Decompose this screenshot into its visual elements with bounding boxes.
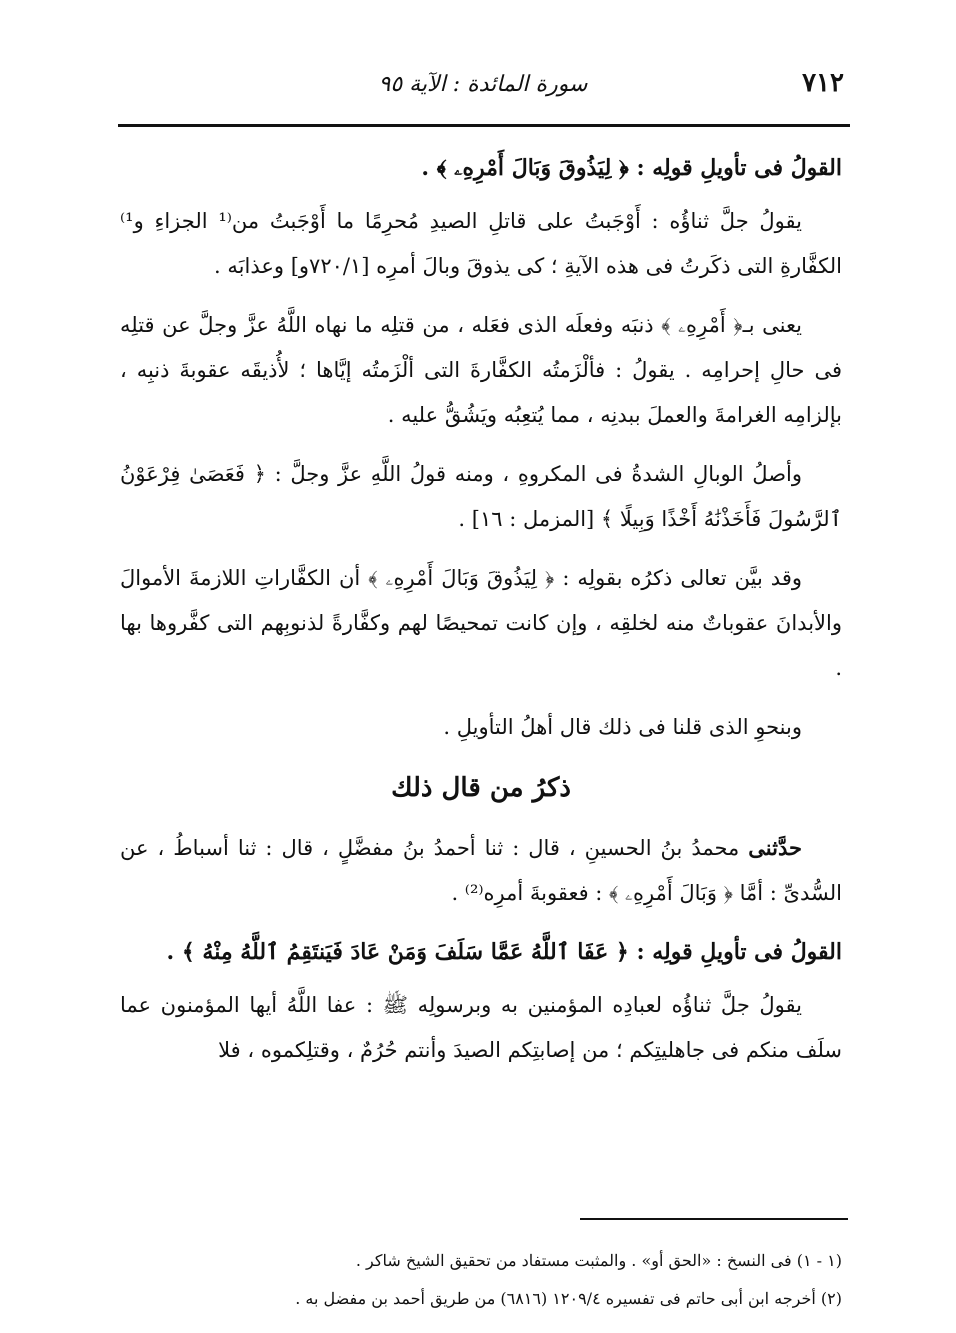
footnotes [120, 1242, 842, 1318]
heading-tail: . [421, 155, 430, 181]
header-rule [118, 124, 850, 127]
narration-text: محمدُ بنُ الحسينِ ، قال : ثنا أحمدُ بنُ مفضَّلٍ ، قال : ثنا أسباطُ ، عن السُّدىِّ : أمَّا ﴿ وَبَالَ أَمْرِهِۦ ﴾ : فعقوبةَ أمرِه⁽²⁾ . [120, 836, 842, 905]
paragraph-2: يعنى بـ﴿ أَمْرِهِۦ ﴾ ذنبَه وفعلَه الذى فعَله ، من قتلِه ما نهاه اللَّهُ عزَّ وجلَّ عن قتلِه فى حالِ إحرامِه . يقولُ : فألْزَمتُه الكفَّارةَ التى ألْزَمتُه إيَّاها ؛ لأُذيقَه عقوبةَ ذنبِه ، بإلزامِه الغرامةَ والعملَ ببدنِه ، مما يُتعِبُه ويَشُقُّ عليه . [120, 313, 842, 427]
footnote-1: (١ - ١) فى النسخ : «الحق أو» . والمثبت مستفاد من تحقيق الشيخ شاكر . [355, 1251, 842, 1270]
heading-label: القولُ فى تأويلِ قولِه : [636, 939, 842, 965]
running-title: سورة المائدة : الآية ٩٥ [378, 72, 588, 97]
quran-quote: ﴿ لِيَذُوقَ وَبَالَ أَمْرِهِۦ ﴾ [436, 155, 629, 181]
page-number: ٧١٢ [802, 68, 844, 98]
page-body [120, 140, 842, 1087]
narration-lead: حدَّثنى [748, 835, 802, 860]
heading-tafsir-2 [120, 930, 842, 975]
heading-label: القولُ فى تأويلِ قولِه : [636, 155, 842, 181]
paragraph-7: يقولُ جلَّ ثناؤُه لعبادِه المؤمنين به وبرسولِه ﷺ : عفا اللَّهُ أيها المؤمنون عما سلَف منكم فى جاهليتِكم ؛ من إصابتِكم الصيدَ وأنتم حُرُمٌ ، وقتلِكموه ، فلا [120, 993, 842, 1062]
paragraph-3: وأصلُ الوبالِ الشدةُ فى المكروهِ ، ومنه قولُ اللَّهِ عزَّ وجلَّ : ﴿ فَعَصَىٰ فِرْعَوْنُ ٱلرَّسُولَ فَأَخَذْنَٰهُ أَخْذًا وَبِيلًا ﴾ [المزمل : ١٦] . [120, 462, 842, 531]
paragraph-4: وقد بيَّن تعالى ذكرُه بقولِه : ﴿ لِيَذُوقَ وَبَالَ أَمْرِهِۦ ﴾ أن الكفَّاراتِ اللازمةَ الأموالَ والأبدانَ عقوباتٌ منه لخلقِه ، وإن كانت تمحيصًا لهم وكفَّارةً لذنوبِهم التى كفَّروها بها . [120, 566, 842, 680]
footnote-2: (٢) أخرجه ابن أبى حاتم فى تفسيره ١٢٠٩/٤ (٦٨١٦) من طريق أحمد بن مفضل به . [295, 1289, 842, 1308]
heading-tafsir-1 [120, 146, 842, 191]
footnote-rule [580, 1218, 848, 1220]
page-header [118, 58, 848, 120]
section-title: ذكرُ من قال ذلك [391, 773, 571, 803]
paragraph-5: وبنحوِ الذى قلنا فى ذلك قال أهلُ التأويلِ . [443, 715, 802, 739]
quran-quote: ﴿ عَفَا ٱللَّهُ عَمَّا سَلَفَ وَمَنْ عَادَ فَيَنتَقِمُ ٱللَّهُ مِنْهُ ﴾ [181, 939, 629, 965]
paragraph-6 [120, 825, 842, 916]
heading-tail: . [166, 939, 175, 965]
paragraph-1: يقولُ جلَّ ثناؤُه : أَوْجَبتُ على قاتلِ الصيدِ مُحرِمًا ما أَوْجَبتُ من⁽¹ الجزاءِ و¹⁾الكفَّارةِ التى ذكَرتُ فى هذه الآيةِ ؛ كى يذوقَ وبالَ أمرِه [٧٢٠/١و] وعذابَه . [120, 209, 842, 278]
